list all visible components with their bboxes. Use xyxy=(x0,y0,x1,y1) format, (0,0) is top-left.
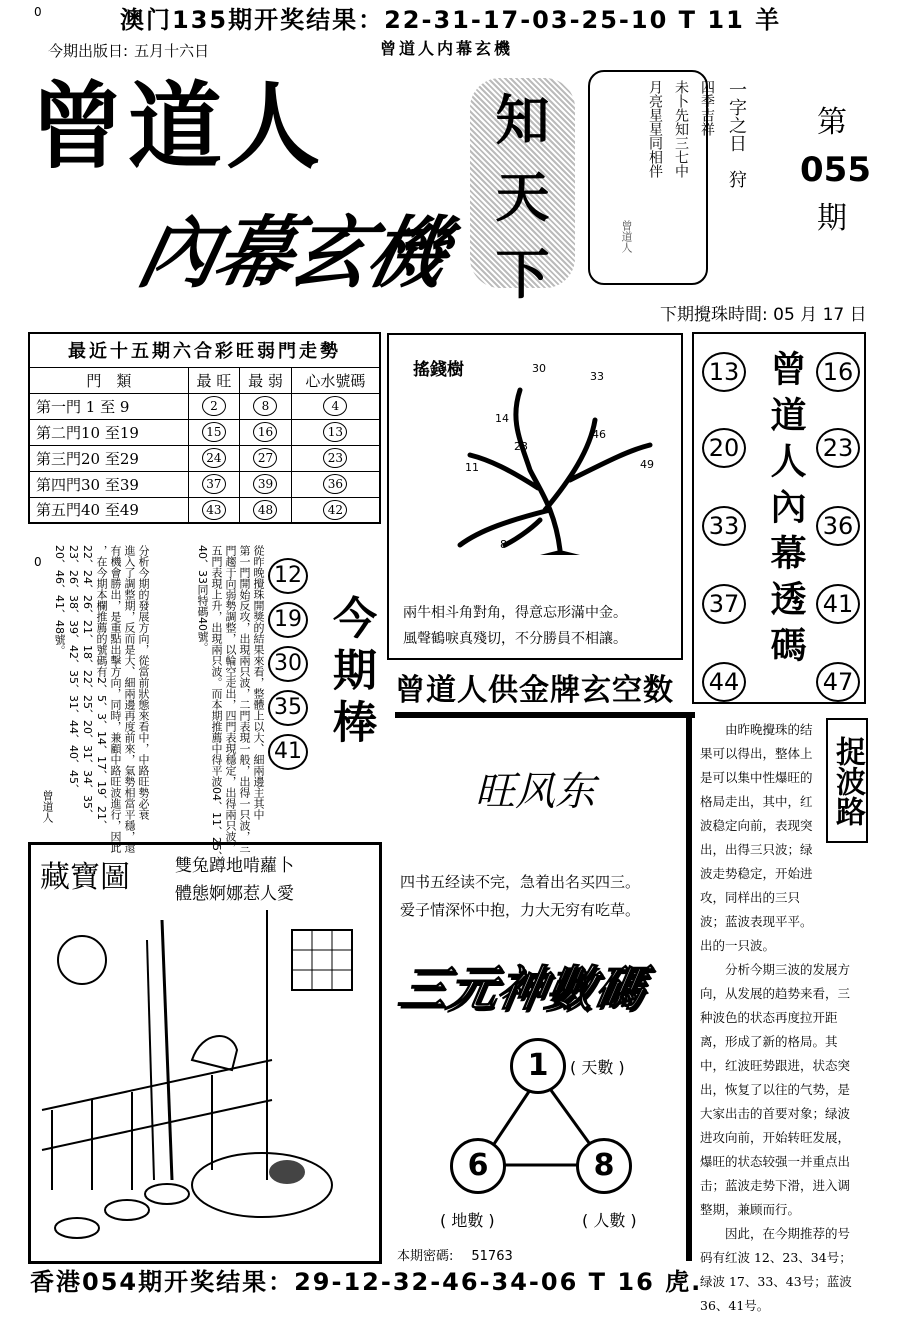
cold-number: 8 xyxy=(253,396,277,416)
scroll-line: 四季吉祥 xyxy=(699,80,715,136)
tree-illustration xyxy=(420,360,670,560)
analysis-text-1: 從昨晚攪珠開獎的結果來看，整體上以大、細兩邊主其中 第一門開始反攻，出現兩只波，二門表現一般，出得一只波，三 門趨于向弱勢調整，以輪空走出，四門表現穩定，出得兩只波， 五門表現上升，出現兩只波。而本期推薦中得平波04、11、25、 40、33同特碼40號。 xyxy=(196,545,265,862)
cold-number: 27 xyxy=(253,448,277,468)
scroll-line: 未卜先知三七中 xyxy=(673,80,689,178)
ink-char: 天 xyxy=(495,165,550,229)
analysis-text-2: 分析今期的發展方向，從當前狀態來看中，中路旺勢必衰 進入了調整期，反而是大、細兩邊再度前來，氣勢相當平穩，還 有機會勝出，是重點出擊方向，同時，兼顧中路旺波進行，因此 ，在今期本欄推薦的號碼有2、5、3、14、17、19、21、 22、24、26、21、18、22、25、20、31、34、35、 23、26、38、39、42、35、31、44、40、45、 20、46、41、48號。 xyxy=(53,545,150,853)
analysis-paragraph: 因此，在今期推荐的号码有红波 12、23、34号；绿波 17、33、43号；蓝波36、41号。 xyxy=(700,1226,852,1313)
publish-date-label: 今期出版日: xyxy=(48,42,129,60)
table-header: 心水號碼 xyxy=(291,367,380,393)
table-header: 最 弱 xyxy=(240,367,292,393)
door-cell: 第三門20 至29 xyxy=(29,445,188,471)
treasure-illustration xyxy=(32,910,378,1260)
tree-number: 30 xyxy=(532,362,546,375)
password-value: 51763 xyxy=(471,1249,513,1264)
heaven-label: ( 天數 ) xyxy=(570,1058,625,1077)
issue-number xyxy=(800,100,871,241)
cold-number: 48 xyxy=(253,500,277,520)
hot-number: 15 xyxy=(202,422,226,442)
ink-calligraphy xyxy=(470,78,575,306)
code-ball: 47 xyxy=(816,662,860,702)
code-ball: 16 xyxy=(816,352,860,392)
tree-number: 23 xyxy=(514,440,528,453)
tree-number: 46 xyxy=(592,428,606,441)
number-ball: 12 xyxy=(268,558,308,594)
wave-title: 捉波路 xyxy=(826,718,868,843)
table-row xyxy=(29,471,380,497)
cold-number: 16 xyxy=(253,422,277,442)
scroll-text xyxy=(645,80,749,188)
page-subtitle: 內幕玄機 xyxy=(130,209,454,299)
tree-number: 49 xyxy=(640,458,654,471)
treasure-poem xyxy=(175,852,294,908)
table-header: 最 旺 xyxy=(188,367,240,393)
analysis-divider xyxy=(686,716,692,1261)
number-ball: 41 xyxy=(268,734,308,770)
heaven-number: 1 xyxy=(510,1038,566,1094)
macau-result: 澳门135期开奖结果：22-31-17-03-25-10 T 11 羊 xyxy=(120,6,782,34)
publish-date xyxy=(48,40,209,61)
number-ball: 30 xyxy=(268,646,308,682)
poem-line: 四书五经读不完，急着出名买四三。 xyxy=(400,873,641,891)
page-title: 曾道人 xyxy=(30,72,325,182)
corner-mark: 0 xyxy=(34,555,42,569)
sanyuan-title: 三元神數碼 xyxy=(394,961,650,1017)
scroll-signature: 曾道人 xyxy=(620,220,633,253)
gold-underline xyxy=(395,712,695,718)
door-cell: 第一門 1 至 9 xyxy=(29,393,188,419)
ink-char: 知 xyxy=(495,88,550,152)
analysis-paragraph: 分析今期三波的发展方向，从发展的趋势来看，三种波色的状态再度拉开距离，形成了新的格局。其中，红波旺势跟进，状态突出，恢复了以往的气势，是大家出击的首要对象；绿波进攻向前，开始转旺发展，爆旺的状态较强一并重点出击；蓝波走势下滑，进入调整期，兼顾而行。 xyxy=(700,962,851,1217)
handwritten-signature: 旺风东 xyxy=(475,769,595,815)
issue-suffix: 期 xyxy=(817,201,847,236)
earth-label: ( 地數 ) xyxy=(440,1211,495,1230)
code-ball: 13 xyxy=(702,352,746,392)
poem-line: 雙兔蹲地啃蘿卜 xyxy=(175,856,294,876)
tree-number: 11 xyxy=(465,461,479,474)
analysis-paragraph: 由昨晚攪珠的结果可以得出，整体上是可以集中性爆旺的格局走出，其中，红波稳定向前，表现突出，出得三只波；绿波走势稳定，开始进攻，同样出的三只波；蓝波表现平平。出的一只波。 xyxy=(700,722,813,953)
human-label: ( 人數 ) xyxy=(582,1211,637,1230)
code-ball: 33 xyxy=(702,506,746,546)
poem-line: 兩牛相斗角對角，得意忘形滿中金。 xyxy=(403,605,627,621)
cold-number: 39 xyxy=(253,474,277,494)
ink-char: 下 xyxy=(495,242,550,306)
hot-number: 37 xyxy=(202,474,226,494)
pick-number: 42 xyxy=(323,500,347,520)
hongkong-result: 香港054期开奖结果：29-12-32-46-34-06 T 16 虎. xyxy=(30,1268,703,1296)
table-header: 門 類 xyxy=(29,367,188,393)
code-ball: 23 xyxy=(816,428,860,468)
door-cell: 第四門30 至39 xyxy=(29,471,188,497)
earth-number: 6 xyxy=(450,1138,506,1194)
trend-table-title: 最近十五期六合彩旺弱門走勢 xyxy=(29,333,380,367)
human-number: 8 xyxy=(576,1138,632,1194)
code-box-text: 曾道人內幕透碼 xyxy=(765,350,807,672)
hot-number: 43 xyxy=(202,500,226,520)
treasure-map-title: 藏寶圖 xyxy=(40,860,130,895)
poem-line: 體態婀娜惹人愛 xyxy=(175,884,294,904)
gold-title: 曾道人供金牌玄空数 xyxy=(395,673,674,708)
hot-number: 2 xyxy=(202,396,226,416)
tree-number: 8 xyxy=(500,538,507,551)
money-tree-title: 搖錢樹 xyxy=(413,360,464,380)
poem-line: 爱子情深怀中抱，力大无穷有吃草。 xyxy=(400,901,641,919)
code-ball: 20 xyxy=(702,428,746,468)
pick-number: 36 xyxy=(323,474,347,494)
door-cell: 第二門10 至19 xyxy=(29,419,188,445)
table-row xyxy=(29,497,380,523)
scroll-line: 月亮星星同相伴 xyxy=(647,80,663,178)
money-tree-poem xyxy=(403,600,627,652)
pick-number: 23 xyxy=(323,448,347,468)
number-ball: 19 xyxy=(268,602,308,638)
code-ball: 41 xyxy=(816,584,860,624)
issue-value: 055 xyxy=(800,150,871,190)
poem-line: 風聲鶴唳真殘切，不分勝員不相讓。 xyxy=(403,631,627,647)
today-best-label: 今期棒 xyxy=(325,595,376,751)
riddle-poem xyxy=(400,868,640,924)
pick-number: 4 xyxy=(323,396,347,416)
trend-table xyxy=(28,332,381,524)
hot-number: 24 xyxy=(202,448,226,468)
tree-number: 14 xyxy=(495,412,509,425)
header-subtitle: 曾道人内幕玄機 xyxy=(380,39,514,58)
left-signature: 曾道人 xyxy=(41,790,54,823)
table-row xyxy=(29,419,380,445)
code-ball: 36 xyxy=(816,506,860,546)
table-row xyxy=(29,445,380,471)
issue-prefix: 第 xyxy=(817,105,847,140)
tree-number: 33 xyxy=(590,370,604,383)
number-ball: 35 xyxy=(268,690,308,726)
corner-mark: 0 xyxy=(34,5,42,19)
code-ball: 37 xyxy=(702,584,746,624)
scroll-line: 一字之日 狩 xyxy=(726,80,747,188)
next-draw-time: 下期攪珠時間: 05 月 17 日 xyxy=(660,305,867,325)
table-row xyxy=(29,393,380,419)
door-cell: 第五門40 至49 xyxy=(29,497,188,523)
password-label: 本期密碼: xyxy=(397,1249,454,1264)
today-balls xyxy=(268,558,308,770)
publish-date-value: 五月十六日 xyxy=(134,42,210,60)
pick-number: 13 xyxy=(323,422,347,442)
code-ball: 44 xyxy=(702,662,746,702)
